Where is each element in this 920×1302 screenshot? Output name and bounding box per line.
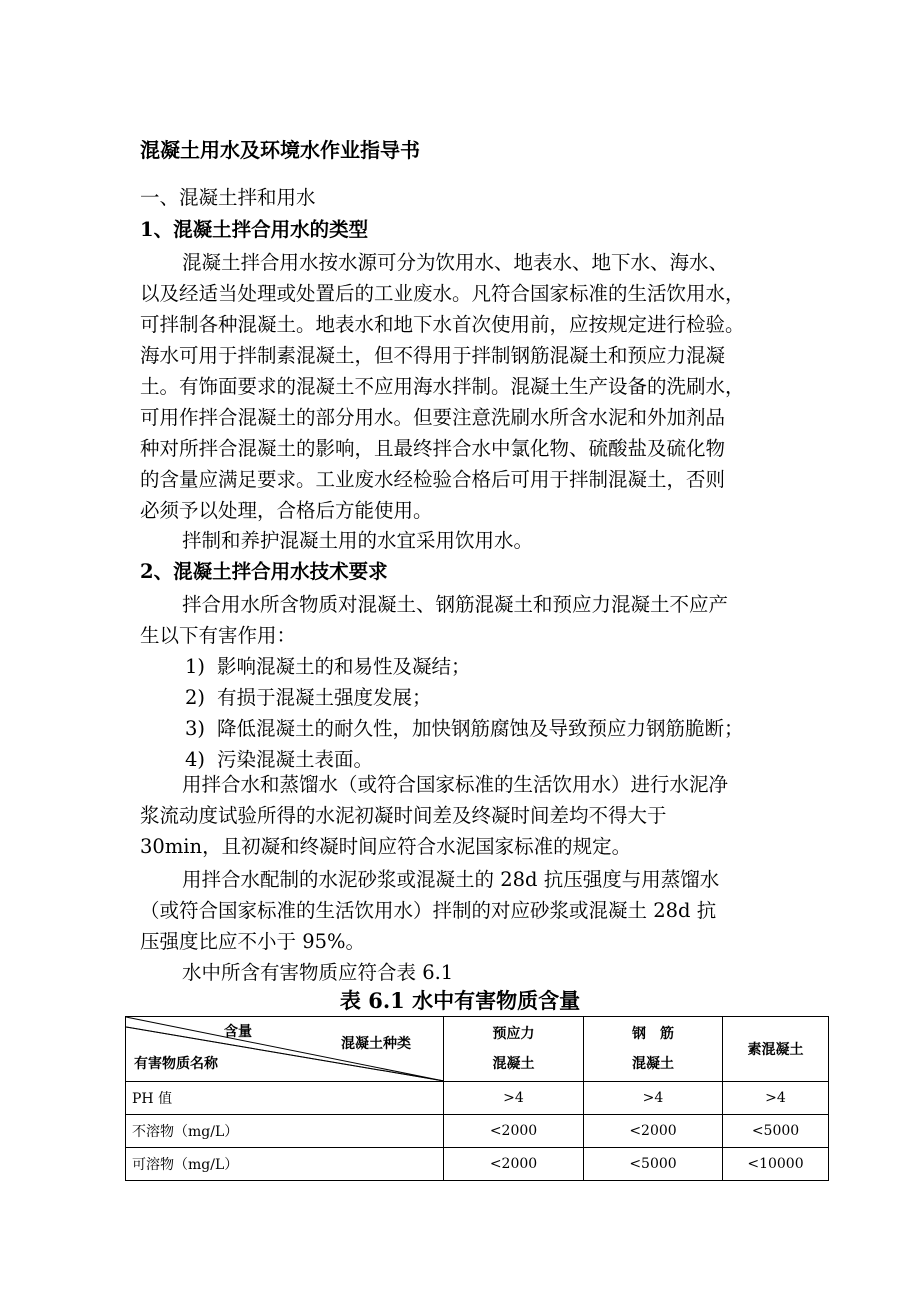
document-title: 混凝土用水及环境水作业指导书 — [140, 138, 420, 162]
list-item — [185, 714, 744, 744]
para4-line: 30min，且初凝和终凝时间应符合水泥国家标准的规定。 — [140, 835, 632, 858]
list-item-number: 1) — [185, 655, 206, 678]
cell-plain: <10000 — [723, 1148, 829, 1181]
para5-line: 压强度比应不小于 95%。 — [140, 930, 366, 953]
para5-line: 用拌合水配制的水泥砂浆或混凝土的 28d 抗压强度与用蒸馏水 — [182, 868, 720, 891]
list-item-text: 污染混凝土表面。 — [217, 748, 374, 771]
para1-line: 混凝土拌合用水按水源可分为饮用水、地表水、地下水、海水、 — [182, 251, 729, 274]
cell-reinforced: >4 — [584, 1082, 723, 1115]
para3-line: 生以下有害作用： — [140, 624, 297, 647]
header-reinforced-line2: 混凝土 — [632, 1056, 674, 1072]
cell-reinforced: <5000 — [584, 1148, 723, 1181]
para1-line: 可用作拌合混凝土的部分用水。但要注意洗刷水所含水泥和外加剂品 — [140, 406, 726, 429]
section-heading-1: 一、混凝土拌和用水 — [140, 186, 316, 209]
list-item-text: 影响混凝土的和易性及凝结； — [217, 655, 471, 678]
list-item-text: 有损于混凝土强度发展； — [217, 686, 432, 709]
para3-line: 拌合用水所含物质对混凝土、钢筋混凝土和预应力混凝土不应产 — [182, 593, 729, 616]
para1-line: 可拌制各种混凝土。地表水和地下水首次使用前，应按规定进行检验。 — [140, 313, 745, 336]
para1-line: 土。有饰面要求的混凝土不应用海水拌制。混凝土生产设备的洗刷水， — [140, 375, 745, 398]
row-substance-name: PH 值 — [126, 1082, 444, 1115]
table-header-row — [126, 1017, 829, 1082]
cell-plain: <5000 — [723, 1115, 829, 1148]
para1-line: 海水可用于拌制素混凝土，但不得用于拌制钢筋混凝土和预应力混凝 — [140, 344, 726, 367]
list-item-number: 2) — [185, 686, 206, 709]
list-item — [185, 652, 471, 682]
para4-line: 浆流动度试验所得的水泥初凝时间差及终凝时间差均不得大于 — [140, 804, 667, 827]
header-concrete-type-label: 混凝土种类 — [341, 1036, 411, 1052]
list-item — [185, 683, 432, 713]
cell-reinforced: <2000 — [584, 1115, 723, 1148]
row-substance-name: 可溶物（mg/L） — [126, 1148, 444, 1181]
row-substance-name: 不溶物（mg/L） — [126, 1115, 444, 1148]
header-plain-label: 素混凝土 — [747, 1042, 804, 1058]
header-reinforced — [584, 1017, 723, 1082]
list-item-number: 3) — [185, 717, 206, 740]
list-item-number: 4) — [185, 748, 206, 771]
header-content-label: 含量 — [224, 1024, 252, 1040]
harmful-substance-table — [125, 1016, 829, 1181]
table-row — [126, 1115, 829, 1148]
list-item-text: 降低混凝土的耐久性，加快钢筋腐蚀及导致预应力钢筋脆断； — [217, 717, 744, 740]
subheading-1: 1、混凝土拌合用水的类型 — [140, 218, 369, 241]
para2: 拌制和养护混凝土用的水宜采用饮用水。 — [182, 529, 534, 552]
cell-plain: >4 — [723, 1082, 829, 1115]
header-prestressed — [444, 1017, 584, 1082]
header-plain — [723, 1017, 829, 1082]
cell-prestressed: <2000 — [444, 1148, 584, 1181]
para1-line: 必须予以处理，合格后方能使用。 — [140, 499, 433, 522]
para1-line: 的含量应满足要求。工业废水经检验合格后可用于拌制混凝土，否则 — [140, 468, 726, 491]
header-reinforced-line1: 钢 筋 — [632, 1026, 674, 1042]
subheading-2: 2、混凝土拌合用水技术要求 — [140, 560, 388, 583]
diagonal-header-cell — [126, 1017, 444, 1082]
table-caption: 表 6.1 水中有害物质含量 — [339, 988, 581, 1013]
para1-line: 种对所拌合混凝土的影响，且最终拌合水中氯化物、硫酸盐及硫化物 — [140, 437, 726, 460]
para5-line: （或符合国家标准的生活饮用水）拌制的对应砂浆或混凝土 28d 抗 — [140, 899, 717, 922]
para6: 水中所含有害物质应符合表 6.1 — [182, 961, 454, 984]
cell-prestressed: <2000 — [444, 1115, 584, 1148]
header-substance-name-label: 有害物质名称 — [134, 1056, 218, 1072]
table-row — [126, 1082, 829, 1115]
para4-line: 用拌合水和蒸馏水（或符合国家标准的生活饮用水）进行水泥净 — [182, 773, 729, 796]
table-row — [126, 1148, 829, 1181]
para1-line: 以及经适当处理或处置后的工业废水。凡符合国家标准的生活饮用水， — [140, 282, 745, 305]
header-prestressed-line1: 预应力 — [492, 1026, 535, 1042]
header-prestressed-line2: 混凝土 — [492, 1056, 535, 1072]
cell-prestressed: >4 — [444, 1082, 584, 1115]
